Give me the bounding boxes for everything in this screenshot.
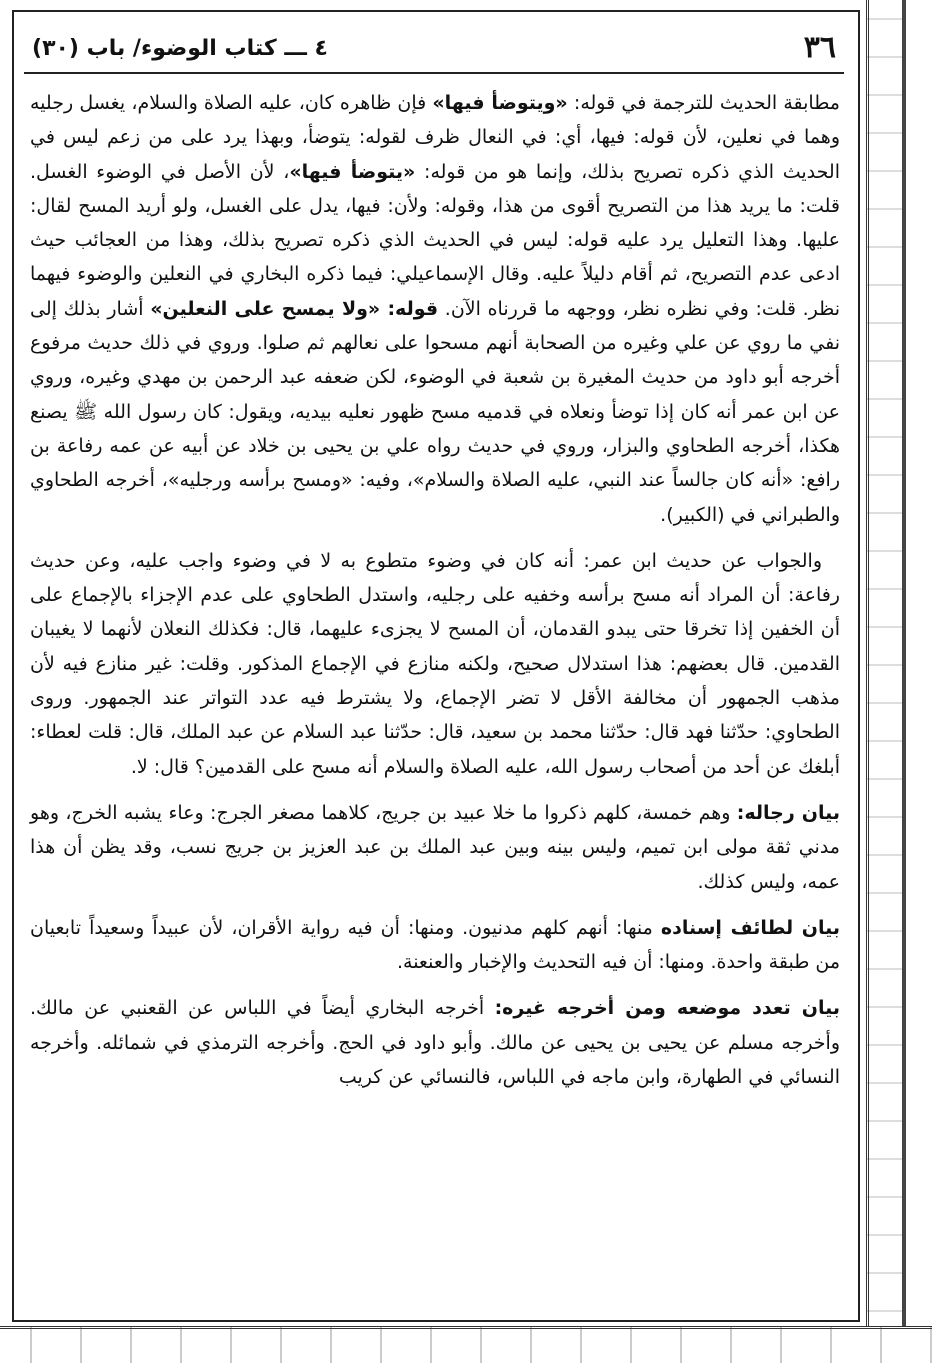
paragraph-3 (30, 796, 840, 899)
bold-text-run: بيان تعدد موضعه ومن أخرجه غيره: (494, 997, 840, 1020)
text-run: وهم خمسة، كلهم ذكروا ما خلا عبيد بن جريج، كلاهما مصغر الجرج: وعاء يشبه الخرج، وهو مدني ثقة مولى ابن تميم، وليس بينه وبين عبد الملك بن عبد العزيز بن جريج نسب، وقد يظن أن هذا عمه، وليس كذلك. (30, 801, 840, 893)
ornamental-right-border (866, 0, 905, 1340)
text-run: والجواب عن حديث ابن عمر: أنه كان في وضوء متطوع به لا في وضوء واجب عليه، وعن حديث رفاعة: أن المراد أنه مسح برأسه وخفيه على رجليه، واستدل الطحاوي على عدم الإجزاء بالإجماع على أن الخفين إذا تخرقا حتى يبدو القدمان، أن المسح لا يجزىء عليهما، قال: فكذلك النعلان لأنهما لا يغيبان القدمين. قال بعضهم: هذا استدلال صحيح، ولكنه منازع في الإجماع المذكور. وقلت: غير منازع فيه لأن مذهب الجمهور أن مخالفة الأقل لا تضر الإجماع، ولا يشترط فيه عدد التواتر عند الجمهور. وروى الطحاوي: حدّثنا فهد قال: حدّثنا محمد بن سعيد، قال: حدّثنا عبد السلام عن عبد الملك، قال: قلت لعطاء: أبلغك عن أحد من أصحاب رسول الله، عليه الصلاة والسلام أنه مسح على القدمين؟ قال: لا. (30, 549, 840, 778)
text-run: أخرجه البخاري أيضاً في اللباس عن القعنبي عن مالك. وأخرجه مسلم عن يحيى بن يحيى عن مالك. وأبو داود في الحج. وأخرجه الترمذي في شمائله. وأخرجه النسائي في الطهارة، وابن ماجه في اللباس، فالنسائي عن كريب (30, 997, 840, 1089)
bold-text-run: «ويتوضأ فيها» (432, 92, 568, 114)
text-run: فإن ظاهره كان، عليه الصلاة والسلام، يغسل رجليه وهما في نعلين، لأن قوله: فيها، أي: في النعال ظرف لقوله: يتوضأ، وبهذا يرد على من زعم ليس في الحديث الذي ذكره تصريح بذلك، وإنما هو من قوله: (30, 92, 840, 183)
bold-text-run: «يتوضأ فيها» (289, 160, 416, 183)
text-run: ، لأن الأصل في الوضوء الغسل. قلت: ما يريد هذا من التصريح أقوى من هذا، وقوله: ولأن: فيها، يدل على الغسل، ولو أريد المسح لقال: عليها. وهذا التعليل يرد عليه قوله: ليس في الحديث الذي ذكره تصريح بذلك، وهذا من العجائب حيث ادعى عدم التصريح، ثم أقام دليلاً عليه. وقال الإسماعيلي: فيما ذكره البخاري في النعلين والوضوء فيهما نظر. قلت: وفي نظره نظر، ووجهه ما قررناه الآن. (30, 160, 841, 320)
text-run: منها: أنهم كلهم مدنيون. ومنها: أن فيه رواية الأقران، لأن عبيداً وسعيداً تابعيان من طبقة واحدة. ومنها: أن فيه التحديث والإخبار والعنعنة. (30, 916, 840, 974)
main-text (30, 86, 840, 1306)
text-run: مطابقة الحديث للترجمة في قوله: (567, 92, 840, 114)
paragraph-4 (30, 911, 840, 980)
bold-text-run: قوله: «ولا يمسح على النعلين» (150, 297, 439, 320)
running-title: ٤ ـــ كتاب الوضوء/ باب (٣٠) (32, 36, 328, 61)
paragraph-1 (30, 86, 840, 532)
paragraph-5 (30, 991, 840, 1094)
bold-text-run: بيان رجاله: (736, 801, 840, 824)
paragraph-2 (30, 544, 840, 784)
page-number: ٣٦ (803, 30, 836, 65)
page-header (24, 28, 844, 74)
bold-text-run: بيان لطائف إسناده (660, 916, 840, 939)
ornamental-bottom-border (0, 1326, 932, 1363)
ornamental-right-border-edge (902, 0, 906, 1340)
text-run: أشار بذلك إلى نفي ما روي عن علي وغيره من الصحابة أنهم مسحوا على نعالهم ثم صلوا. وروي في ذلك حديث مرفوع أخرجه أبو داود من حديث المغيرة بن شعبة في الوضوء، لكن ضعفه عبد الرحمن بن مهدي وغيره، وروي عن ابن عمر أنه كان إذا توضأ ونعلاه في قدميه مسح ظهور نعليه بيديه، ويقول: كان رسول الله ﷺ يصنع هكذا، أخرجه الطحاوي والبزار، وروي في حديث رواه علي بن يحيى بن خلاد عن أبيه عن عمه رفاعة بن رافع: «أنه كان جالساً عند النبي، عليه الصلاة والسلام»، وفيه: «ومسح برأسه ورجليه»، أخرجه الطحاوي والطبراني في (الكبير). (30, 297, 840, 526)
